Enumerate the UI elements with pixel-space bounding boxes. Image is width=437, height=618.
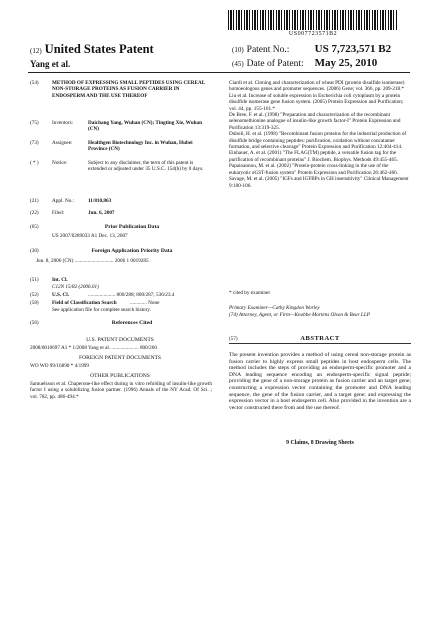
field-code: (45) (232, 60, 244, 68)
us-docs-heading: U.S. PATENT DOCUMENTS (86, 337, 154, 343)
assignee-value: Healthgen Biotechnology Inc. in Wuhan, Hubei Province (CN) (88, 140, 193, 153)
foreign-priority-value: Jun. 8, 2006 (CN) .............................. 2006 1 0019285 (36, 258, 149, 264)
patent-date-label: Date of Patent: (246, 59, 304, 69)
int-cl-value: C12N 15/82 (2006.01) (52, 284, 99, 290)
filed-field (30, 210, 210, 218)
field-code: (52) (30, 292, 39, 298)
field-code: (30) (30, 248, 39, 254)
inventors-value: Daichang Yang, Wuhan (CN); Tingting Xie, Wuhan (CN) (88, 120, 202, 133)
header-rule (28, 72, 410, 73)
abstract-rule (229, 343, 411, 344)
patent-date: May 25, 2010 (314, 57, 378, 69)
notice-label: Notice: (52, 160, 68, 166)
primary-examiner: Primary Examiner—Cathy Kingdon Worley (229, 305, 320, 311)
foreign-priority-field (30, 248, 210, 256)
us-cl-field (30, 292, 210, 300)
references-heading: References Cited (111, 320, 153, 326)
field-code: ( * ) (30, 160, 39, 166)
cited-references-list: Ciardi et al. Cloning and characterization of wheat PDI (protein disulfide isomerase) homoeologous genes and promoter sequences. (2006) Gene; vol. 366, pp. 209-218.* Liu et al. Increase of soluble expression in Escherichia coli cytoplasm by a protein disulfide isomerase gene fusion system. (2005) Protein Expression and Purification; vol. 44, pp. 155-161.* De Bree, F. et al. (1998) "Preparation and characterization of the recombinant selenomethionine analogue of insulin-like growth factor-I" Protein Expression and Purification 13:319-325. Duboli, H. et al. (1998) "Recombinant fusion proteins for the industrial production of disulfide bridge containing peptides: purification, oxidation without concatamer formation, and selective cleavage" Protein Expression and Purification 12:404-414. Einhauer, A. et al. (2001) "The FLAG(TM) peptide, a versatile fusion tag for the purification of recombinant proteins" J. Biochem. Biophys. Methods 49:455-465. Papaioannou, M. et al. (2002) "Protein-protein cross-linking in the use of the eukaryotic eGST-fusion system" Protein Expression and Purification 26:462-466. Savage, M. et al. (2005) "IGFs and IGFBPs in GH insensitivity" Clinical Management 9:100-106. (229, 80, 409, 189)
prior-pub-heading: Prior Publication Data (104, 224, 160, 230)
field-code: (22) (30, 210, 39, 216)
abstract-title: ABSTRACT (300, 335, 340, 342)
us-cl-label: U.S. Cl. (52, 292, 70, 298)
patent-date-line (232, 57, 377, 69)
inventors-label: Inventors: (52, 120, 74, 126)
appl-value: 11/810,863 (88, 198, 112, 204)
notice-value: Subject to any disclaimer, the term of this patent is extended or adjusted under 35 U.S.C. 154(b) by 0 days. (88, 160, 204, 173)
filed-label: Filed: (52, 210, 65, 216)
patent-number: US 7,723,571 B2 (314, 43, 392, 55)
patent-number-line (232, 43, 391, 55)
notice-field (30, 160, 210, 186)
references-field (30, 320, 210, 328)
title-field (30, 80, 210, 114)
field-code: (12) (30, 47, 42, 55)
field-code: (21) (30, 198, 39, 204)
field-code: (10) (232, 46, 244, 54)
foreign-docs-heading: FOREIGN PATENT DOCUMENTS (78, 355, 162, 361)
patent-kind-heading (30, 42, 154, 57)
us-cl-value: ..................... 800/288; 800/287; 536/23.4 (88, 292, 175, 298)
assignee-field (30, 140, 210, 154)
barcode (228, 10, 398, 30)
other-pubs-heading: OTHER PUBLICATIONS (90, 373, 150, 379)
field-code: (73) (30, 140, 39, 146)
filed-value: Jun. 6, 2007 (88, 210, 115, 216)
field-code: (58) (30, 300, 39, 306)
prior-pub-value: US 2007/0289033 A1 Dec. 13, 2007 (52, 233, 128, 239)
attorney-agent: (74) Attorney, Agent, or Firm—Knobbe Martens Olson & Bear LLP (229, 312, 370, 318)
barcode-number: US007723571B2 (288, 31, 338, 37)
search-note: See application file for complete search history. (52, 307, 151, 313)
abstract-text: The present invention provides a method of using cereal non-storage protein as fusion carrier to highly express small peptides in host endosperm cells. The method includes the steps of providing an endosperm-specific promoter and a DNA leading sequence encoding an endosperm-specific signal peptide; providing the gene of a non-storage protein as fusion carrier and an target gene; constructing a expression vector containing the promoter and DNA leading sequence, the gene of the fusion carrier, and a target gene; and expressing the expression vector in a host endosperm cell. Also provided in the invention are a vector constructed there from and the use thereof. (229, 352, 411, 411)
other-pub-entry: Samuelsson et al. Chaperone-like effect during in vitro refolding of insulin-like growth factor I using a solubilizing fusion partner. (1996) Annals of the NY Acad. Of Sci. ; vol. 782, pp. 486-494.* (30, 381, 212, 400)
foreign-doc-entry: WO WO 99/16890 * 4/1999 (30, 363, 89, 369)
int-cl-label: Int. Cl. (52, 277, 68, 283)
claims-summary: 9 Claims, 8 Drawing Sheets (286, 440, 354, 446)
cited-by-examiner: * cited by examiner (229, 290, 271, 296)
patent-number-label: Patent No.: (246, 45, 290, 55)
patent-kind: United States Patent (44, 42, 154, 56)
field-code: (65) (30, 224, 39, 230)
search-label: Field of Classification Search (52, 300, 117, 306)
assignee-label: Assignee: (52, 140, 73, 146)
appl-label: Appl. No.: (52, 198, 75, 204)
inventors-field (30, 120, 210, 134)
field-code: (75) (30, 120, 39, 126)
invention-title: METHOD OF EXPRESSING SMALL PEPTIDES USING CEREAL NON-STORAGE PROTEINS AS FUSION CARRIER IN ENDOSPERM AND THE USE THEREOF (52, 80, 205, 99)
appl-field (30, 198, 210, 206)
us-doc-entry: 2008/0010697 A1 * 1/2008 Yang et al. ..................... 800/260 (30, 345, 157, 351)
field-code: (54) (30, 80, 39, 86)
abstract-code: (57) (229, 336, 238, 342)
field-code: (51) (30, 277, 39, 283)
field-code: (56) (30, 320, 39, 326)
prior-pub-field (30, 224, 210, 232)
foreign-priority-heading: Foreign Application Priority Data (91, 248, 173, 254)
inventor-short: Yang et al. (30, 59, 71, 69)
search-value: ............. None (130, 300, 160, 306)
